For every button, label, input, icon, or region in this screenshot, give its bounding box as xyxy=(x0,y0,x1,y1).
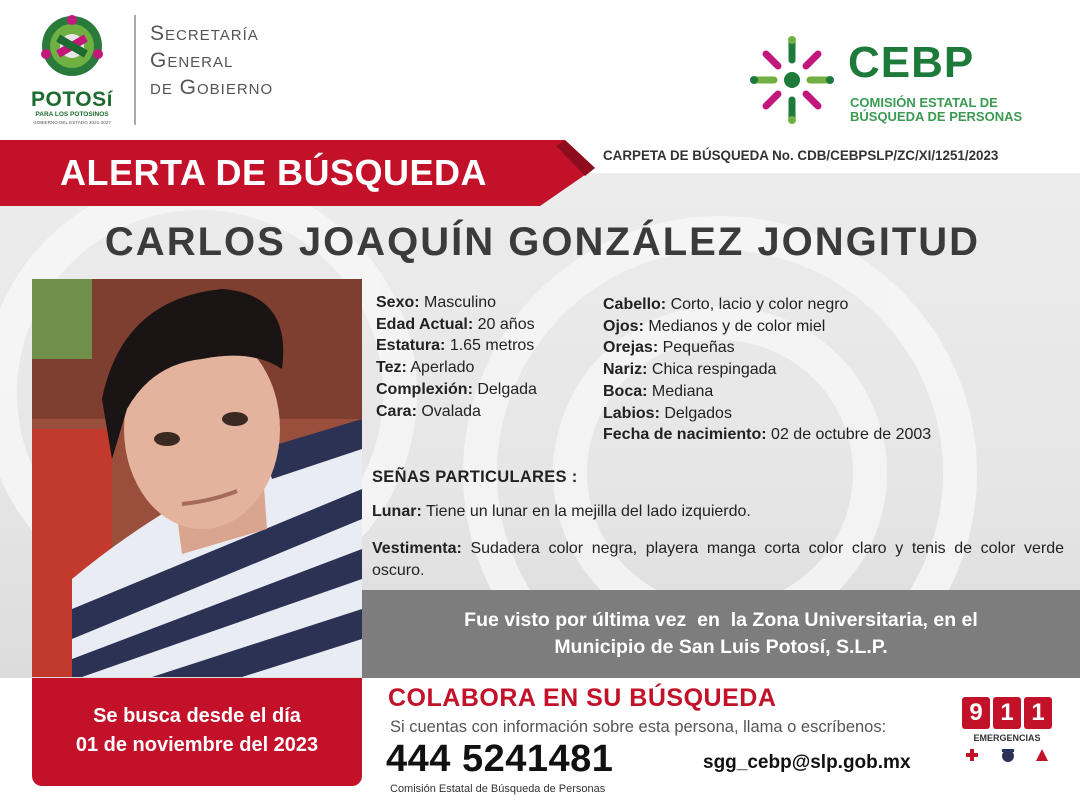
detail-sexo: Sexo: Masculino xyxy=(376,294,497,311)
cebp-subtitle xyxy=(850,96,1022,124)
detail-ojos: Ojos: Medianos y de color miel xyxy=(603,317,826,335)
search-since-line-2: 01 de noviembre del 2023 xyxy=(75,734,319,756)
potosi-logo xyxy=(22,10,122,130)
details-left-column xyxy=(376,292,537,422)
details-right-column xyxy=(603,294,931,446)
secretaria-line-2: General xyxy=(150,49,234,72)
secretaria-title xyxy=(150,20,273,101)
cebp-subtitle-line-1: COMISIÓN ESTATAL DE xyxy=(850,95,998,110)
potosi-emblem-icon xyxy=(22,10,122,86)
missing-person-name: CARLOS JOAQUÍN GONZÁLEZ JONGITUD xyxy=(104,220,981,264)
senas-lunar: Lunar: Tiene un lunar en la mejilla del lado izquierdo. xyxy=(372,503,751,520)
detail-estatura: Estatura: 1.65 metros xyxy=(376,337,535,355)
detail-nariz: Nariz: Chica respingada xyxy=(603,361,777,379)
missing-person-photo xyxy=(32,279,362,677)
potosi-tagline: PARA LOS POTOSINOS xyxy=(35,111,109,118)
detail-cara: Cara: Ovalada xyxy=(376,402,481,420)
detail-edad: Edad Actual: 20 años xyxy=(376,315,535,333)
detail-labios: Labios: Delgados xyxy=(603,404,732,422)
potosi-tagline-small: GOBIERNO DEL ESTADO 2021-2027 xyxy=(33,120,111,125)
search-since-line-1: Se busca desde el día xyxy=(93,705,301,727)
emergency-label: EMERGENCIAS xyxy=(973,733,1041,743)
cebp-subtitle-line-2: BÚSQUEDA DE PERSONAS xyxy=(850,109,1023,124)
emergency-digit: 9 xyxy=(962,697,990,729)
contact-phone[interactable]: 444 5241481 xyxy=(386,738,614,780)
senas-title: SEÑAS PARTICULARES : xyxy=(372,468,578,486)
header-divider xyxy=(134,15,136,125)
emergency-digit: 1 xyxy=(993,697,1021,729)
case-number: CARPETA DE BÚSQUEDA No. CDB/CEBPSLP/ZC/XI/1251/2023 xyxy=(603,148,999,163)
collaborate-title: COLABORA EN SU BÚSQUEDA xyxy=(388,684,777,712)
senas-vestimenta: Vestimenta: Sudadera color negra, playera manga corta color claro y tenis de color verde oscuro. xyxy=(372,540,1064,579)
secretaria-line-1: Secretaría xyxy=(150,22,259,45)
person-portrait-image xyxy=(32,279,362,677)
detail-cabello: Cabello: Corto, lacio y color negro xyxy=(603,296,849,313)
search-since-text xyxy=(32,702,362,760)
last-seen-line-1: Fue visto por última vez en la Zona Universitaria, en el xyxy=(464,609,978,631)
potosi-wordmark: POTOSí xyxy=(31,88,113,111)
detail-orejas: Orejas: Pequeñas xyxy=(603,339,735,357)
cebp-emblem-icon xyxy=(748,34,836,126)
footer-commission: Comisión Estatal de Búsqueda de Personas xyxy=(390,783,606,795)
cebp-title: CEBP xyxy=(848,38,975,87)
last-seen-line-2: Municipio de San Luis Potosí, S.L.P. xyxy=(554,636,888,658)
contact-info-text: Si cuentas con información sobre esta persona, llama o escríbenos: xyxy=(390,718,887,736)
emergency-911-logo xyxy=(962,697,1052,767)
detail-complexion: Complexión: Delgada xyxy=(376,380,537,398)
detail-boca: Boca: Mediana xyxy=(603,382,714,400)
last-seen-text xyxy=(362,607,1080,661)
detail-tez: Tez: Aperlado xyxy=(376,359,475,377)
emergency-services-icons xyxy=(964,747,1050,763)
emergency-digits xyxy=(962,697,1052,729)
contact-email[interactable]: sgg_cebp@slp.gob.mx xyxy=(703,752,911,773)
alert-title: ALERTA DE BÚSQUEDA xyxy=(60,152,488,193)
emergency-digit: 1 xyxy=(1024,697,1052,729)
header xyxy=(0,0,1080,140)
detail-fecha-nacimiento: Fecha de nacimiento: 02 de octubre de 2003 xyxy=(603,426,932,444)
secretaria-line-3: de Gobierno xyxy=(150,76,274,99)
